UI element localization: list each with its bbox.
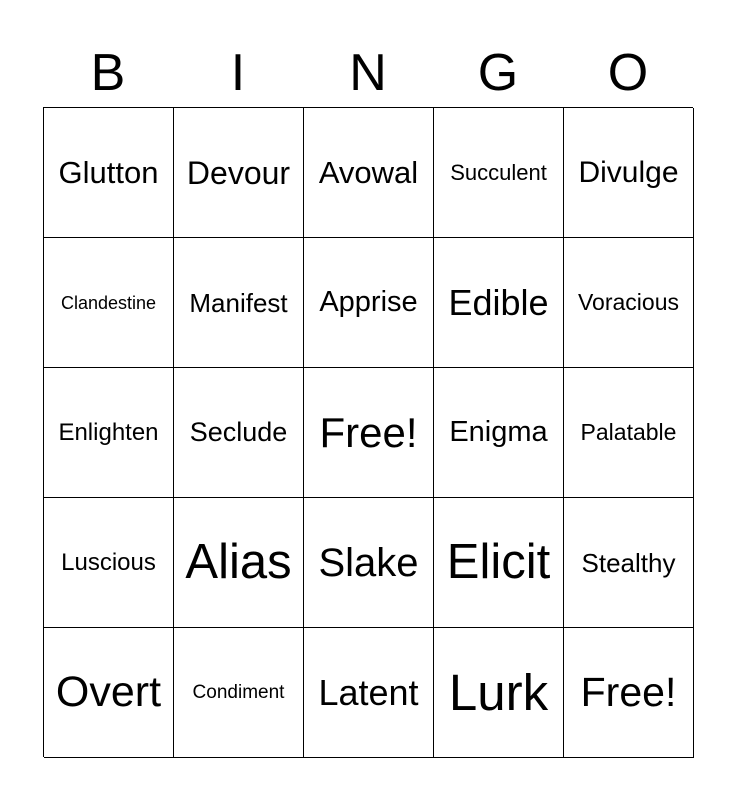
bingo-cell[interactable]: Manifest (174, 238, 304, 368)
bingo-cell[interactable]: Voracious (564, 238, 694, 368)
bingo-cell free-space[interactable]: Free! (564, 628, 694, 758)
bingo-cell[interactable]: Enlighten (44, 368, 174, 498)
bingo-cell[interactable]: Avowal (304, 108, 434, 238)
bingo-cell[interactable]: Palatable (564, 368, 694, 498)
bingo-cell free-space[interactable]: Free! (304, 368, 434, 498)
bingo-header (43, 40, 693, 106)
bingo-cell[interactable]: Luscious (44, 498, 174, 628)
bingo-cell[interactable]: Condiment (174, 628, 304, 758)
bingo-cell[interactable]: Overt (44, 628, 174, 758)
header-letter-b: B (90, 44, 126, 102)
bingo-cell[interactable]: Alias (174, 498, 304, 628)
header-letter-o: O (607, 44, 649, 102)
bingo-cell[interactable]: Clandestine (44, 238, 174, 368)
bingo-cell[interactable]: Slake (304, 498, 434, 628)
header-letter-g: G (477, 44, 519, 102)
bingo-cell[interactable]: Edible (434, 238, 564, 368)
bingo-cell[interactable]: Glutton (44, 108, 174, 238)
bingo-cell[interactable]: Latent (304, 628, 434, 758)
bingo-board (43, 107, 693, 757)
bingo-cell[interactable]: Devour (174, 108, 304, 238)
bingo-cell[interactable]: Seclude (174, 368, 304, 498)
bingo-cell[interactable]: Stealthy (564, 498, 694, 628)
header-letter-n: N (349, 44, 387, 102)
bingo-cell[interactable]: Enigma (434, 368, 564, 498)
bingo-cell[interactable]: Lurk (434, 628, 564, 758)
bingo-cell[interactable]: Apprise (304, 238, 434, 368)
bingo-cell[interactable]: Elicit (434, 498, 564, 628)
bingo-cell[interactable]: Divulge (564, 108, 694, 238)
bingo-cell[interactable]: Succulent (434, 108, 564, 238)
header-letter-i: I (230, 44, 246, 102)
